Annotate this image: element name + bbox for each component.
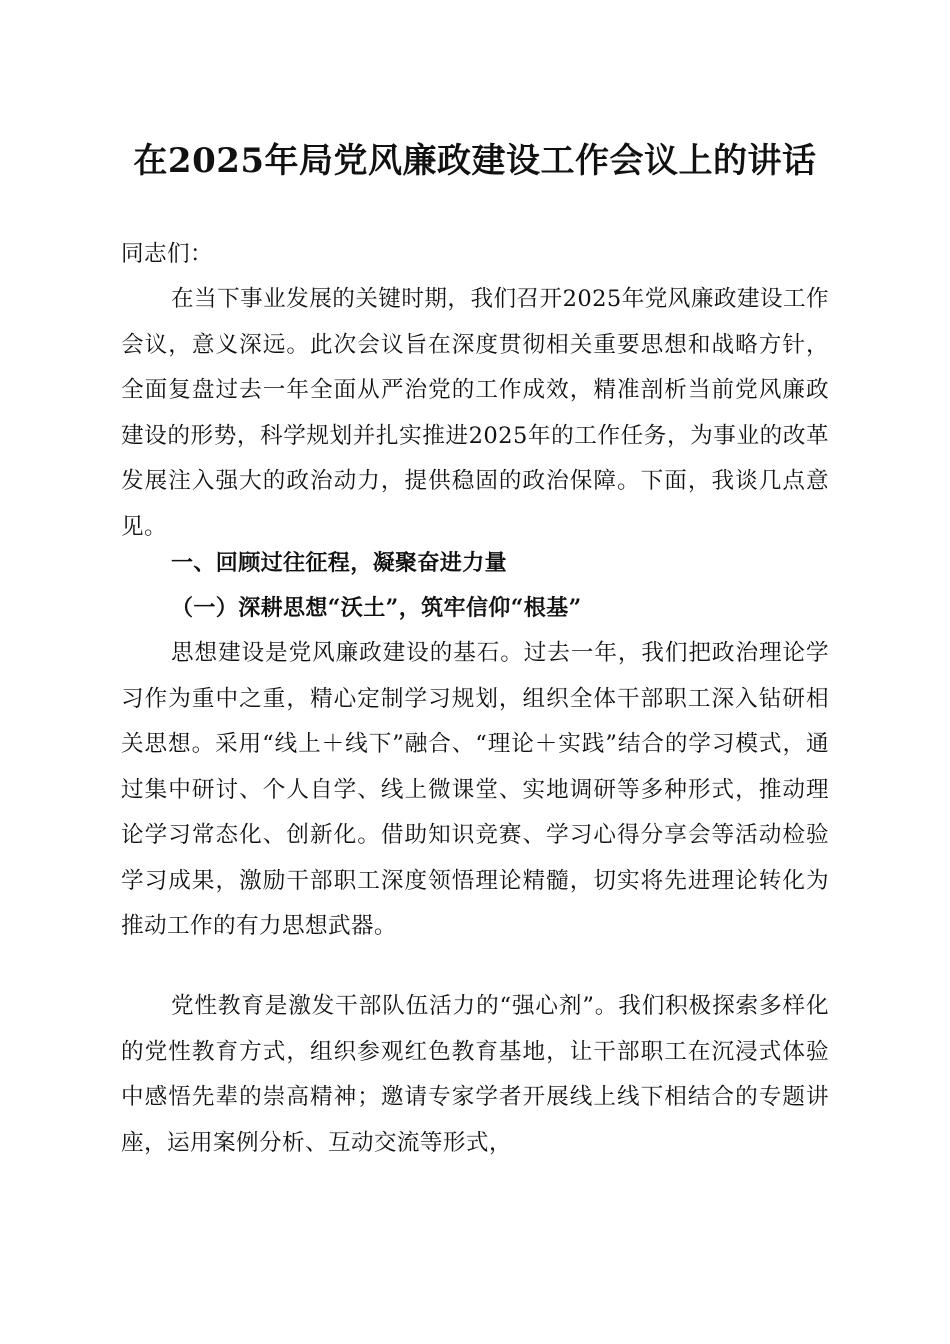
salutation: 同志们： <box>121 241 213 267</box>
paragraph-intro: 在当下事业发展的关键时期，我们召开2025年党风廉政建设工作会议，意义深远。此次会议旨在深度贯彻相关重要思想和战略方针，全面复盘过去一年全面从严治党的工作成效，精准剖析当前党风廉政建设的形势，科学规划并扎实推进2025年的工作任务，为事业的改革发展注入强大的政治动力，提供稳固的政治保障。下面，我谈几点意见。 <box>121 286 829 540</box>
paragraph-thought-building: 思想建设是党风廉政建设的基石。过去一年，我们把政治理论学习作为重中之重，精心定制学习规划，组织全体干部职工深入钻研相关思想。采用“线上＋线下”融合、“理论＋实践”结合的学习模式，通过集中研讨、个人自学、线上微课堂、实地调研等多种形式，推动理论学习常态化、创新化。借助知识竞赛、学习心得分享会等活动检验学习成果，激励干部职工深度领悟理论精髓，切实将先进理论转化为推动工作的有力思想武器。 <box>121 640 829 939</box>
subsection-heading-1: （一）深耕思想“沃土”，筑牢信仰“根基” <box>171 595 582 621</box>
section-heading-1: 一、回顾过往征程，凝聚奋进力量 <box>171 551 508 576</box>
document-title: 在2025年局党风廉政建设工作会议上的讲话 <box>133 141 817 181</box>
paragraph-party-education: 党性教育是激发干部队伍活力的“强心剂”。我们积极探索多样化的党性教育方式，组织参观红色教育基地，让干部职工在沉浸式体验中感悟先辈的崇高精神；邀请专家学者开展线上线下相结合的专题讲座，运用案例分析、互动交流等形式， <box>121 993 829 1156</box>
